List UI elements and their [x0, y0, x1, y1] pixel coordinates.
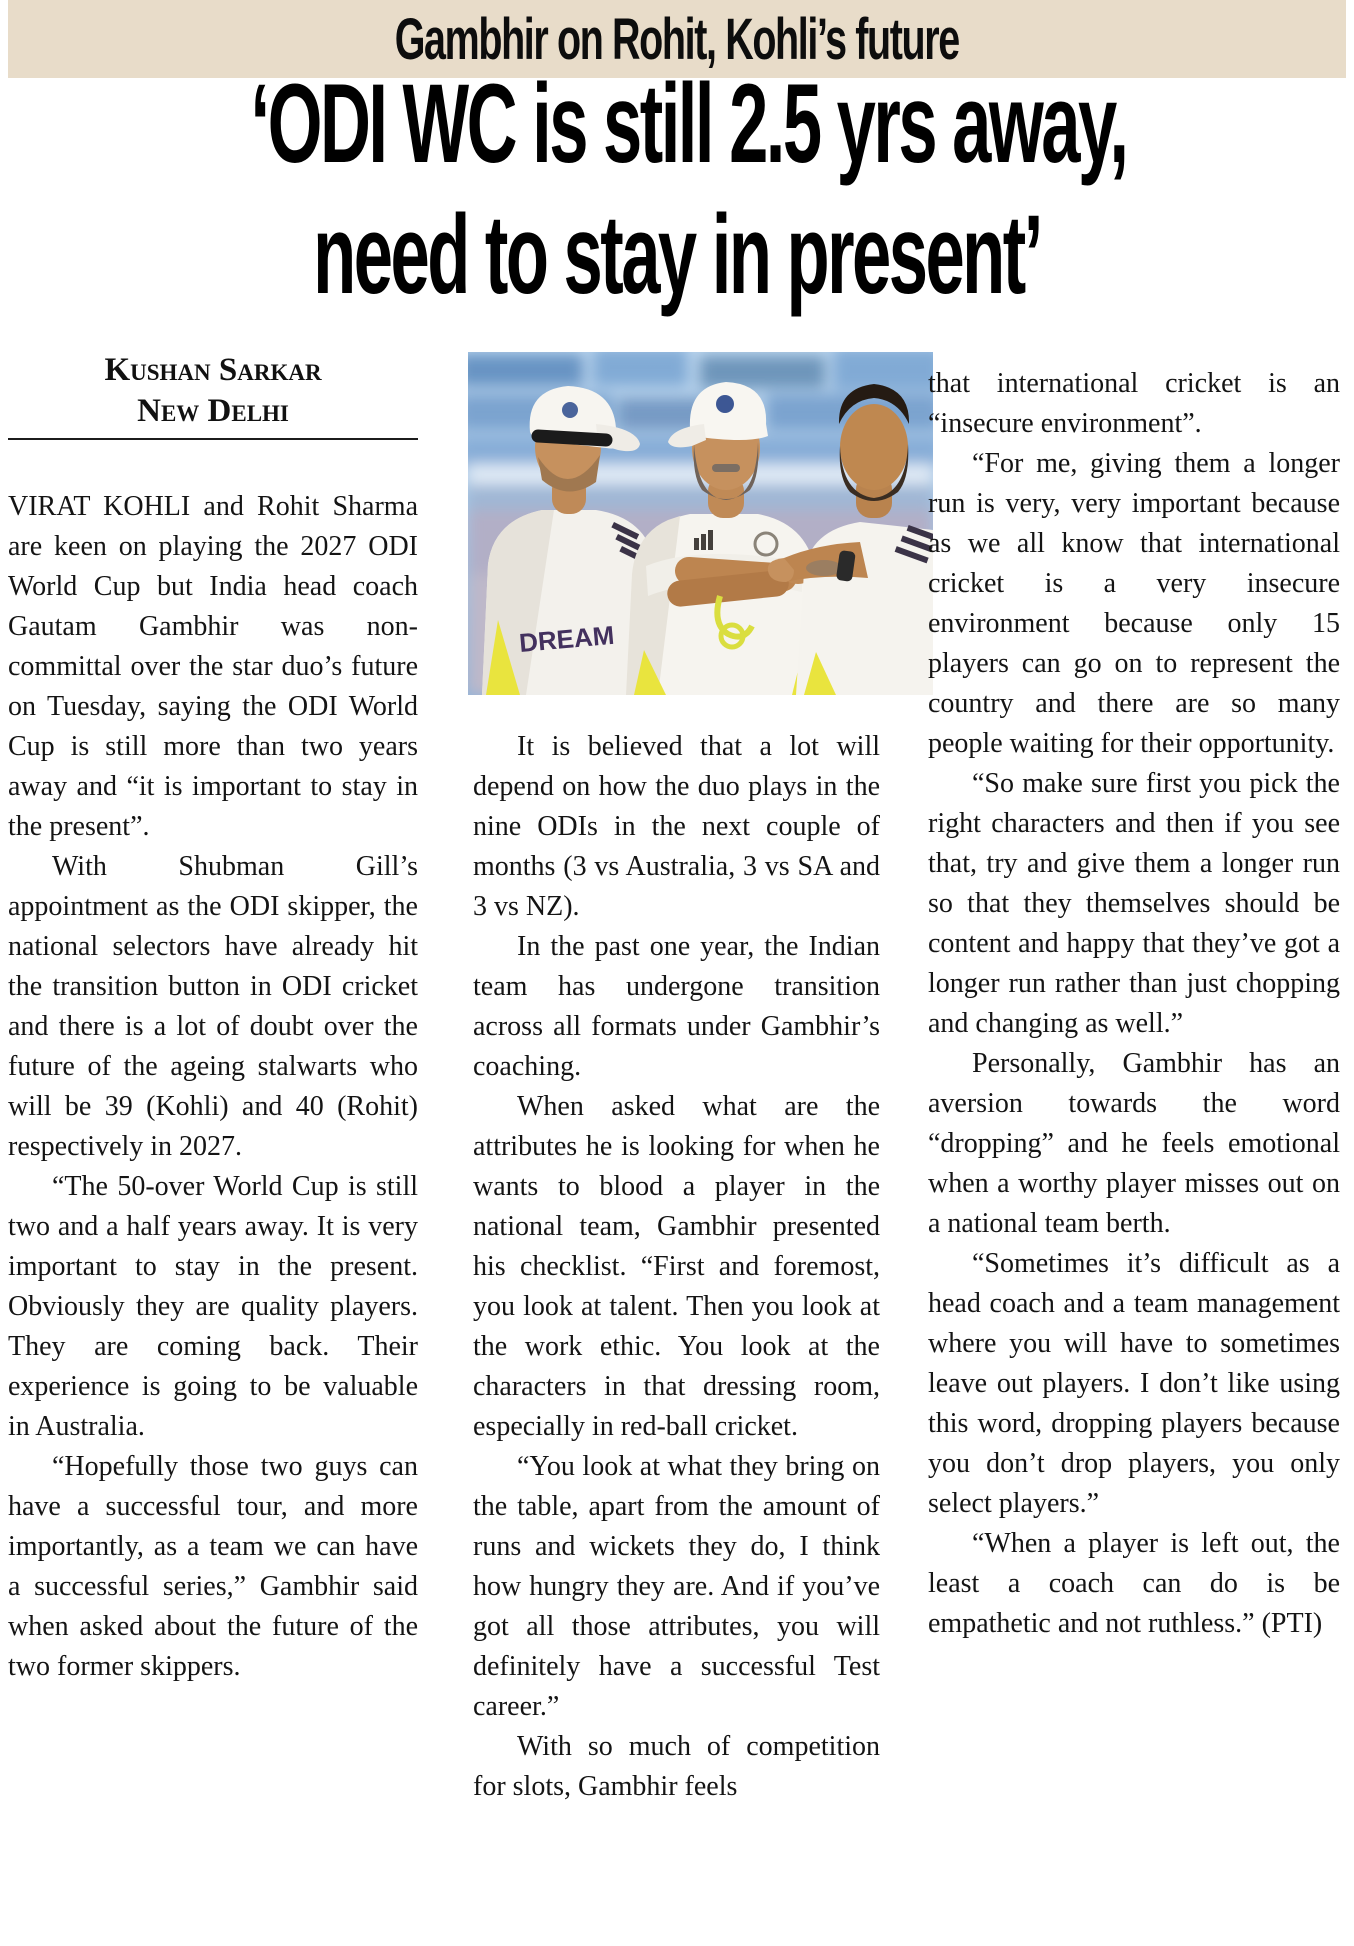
paragraph: “Sometimes it’s difficult as a head coach and a team management where you will have to sometimes leave out players. I don’t like using this word, dropping players because you don’t drop players, you only select players.” [928, 1248, 1340, 1519]
paragraph: “When a player is left out, the least a coach can do is be empathetic and not ruthless.” (PTI) [928, 1528, 1340, 1639]
paragraph: When asked what are the attributes he is looking for when he wants to blood a player in the national team, Gambhir presented his checklist. “First and foremost, you look at talent. Then you look at the work ethic. You look at the characters in that dressing room, especially in red-ball cricket. [473, 1091, 880, 1442]
byline [8, 350, 418, 440]
paragraph: “The 50-over World Cup is still two and a half years away. It is very important to stay in the present. Obviously they are quality players. They are coming back. Their experience is going to be valuable in Australia. [8, 1171, 418, 1442]
sunglasses [538, 436, 606, 440]
paragraph: “You look at what they bring on the table, apart from the amount of runs and wickets they do, I think how hungry they are. And if you’ve got all those attributes, you will definitely have a successful Test career.” [473, 1451, 880, 1722]
kicker-text: Gambhir on Rohit, Kohli’s future [394, 6, 960, 72]
paragraph: With Shubman Gill’s appointment as the ODI skipper, the national selectors have already hit the transition button in ODI cricket and there is a lot of doubt over the future of the ageing stalwarts who will be 39 (Kohli) and 40 (Rohit) respectively in 2027. [8, 851, 418, 1162]
article-photo-graphic [468, 352, 933, 695]
jersey-sponsor-text: DREAM [517, 619, 616, 658]
headline [0, 58, 1354, 320]
paragraph: “Hopefully those two guys can have a successful tour, and more importantly, as a team we can have a successful series,” Gambhir said when asked about the future of the two former skippers. [8, 1451, 418, 1682]
paragraph: VIRAT KOHLI and Rohit Sharma are keen on playing the 2027 ODI World Cup but India head coach Gautam Gambhir was non-committal over the star duo’s future on Tuesday, saying the ODI World Cup is still more than two years away and “it is important to stay in the present”. [8, 491, 418, 842]
paragraph: It is believed that a lot will depend on how the duo plays in the nine ODIs in the next couple of months (3 vs Australia, 3 vs SA and 3 vs NZ). [473, 731, 880, 922]
article-column-2 [473, 727, 880, 1807]
headline-line-1: ‘ODI WC is still 2.5 yrs away, [250, 61, 1127, 186]
article-photo [468, 352, 933, 695]
paragraph: In the past one year, the Indian team has undergone transition across all formats under Gambhir’s coaching. [473, 931, 880, 1082]
byline-divider [8, 438, 418, 440]
paragraph: “So make sure first you pick the right characters and then if you see that, try and give them a longer run so that they themselves should be content and happy that they’ve got a longer run rather than just chopping and changing as well.” [928, 768, 1340, 1039]
article-column-1 [8, 487, 418, 1687]
paragraph: With so much of competition for slots, Gambhir feels [473, 1731, 880, 1802]
byline-author: Kushan Sarkar [104, 352, 322, 388]
paragraph: Personally, Gambhir has an aversion towards the word “dropping” and he feels emotional when a worthy player misses out on a national team berth. [928, 1048, 1340, 1239]
byline-location: New Delhi [137, 393, 289, 429]
headline-line-2: need to stay in present’ [313, 192, 1041, 317]
paragraph: that international cricket is an “insecure environment”. [928, 368, 1340, 439]
article-column-3 [928, 364, 1340, 1644]
paragraph: “For me, giving them a longer run is very, very important because as we all know that international cricket is a very insecure environment because only 15 players can go on to represent the country and there are so many people waiting for their opportunity. [928, 448, 1340, 759]
